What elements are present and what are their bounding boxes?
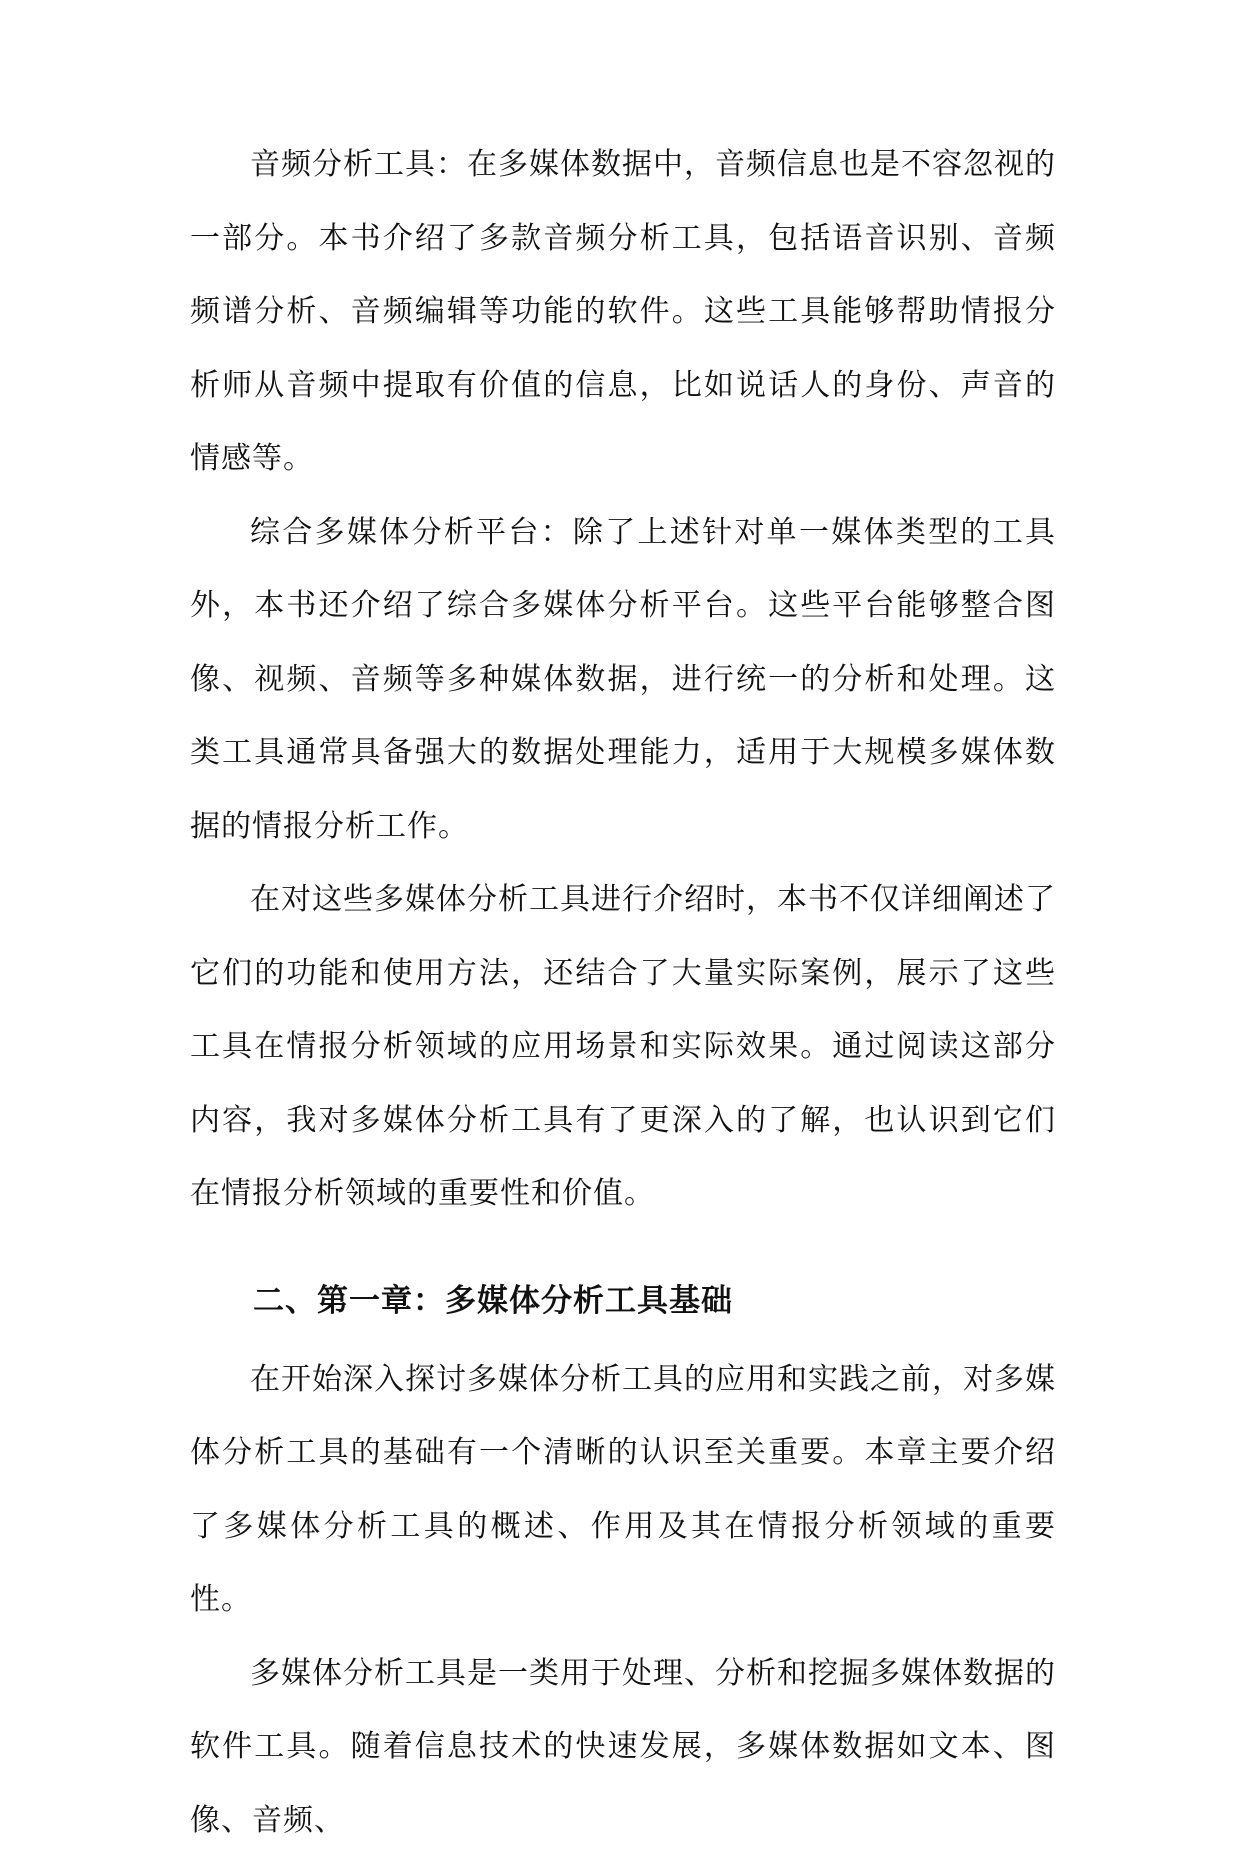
paragraph-audio-tools: 音频分析工具：在多媒体数据中，音频信息也是不容忽视的一部分。本书介绍了多款音频分析工具，包括语音识别、音频频谱分析、音频编辑等功能的软件。这些工具能够帮助情报分析师从音频中提取有价值的信息，比如说话人的身份、声音的情感等。 <box>190 128 1056 496</box>
paragraph-tool-introduction: 在对这些多媒体分析工具进行介绍时，本书不仅详细阐述了它们的功能和使用方法，还结合了大量实际案例，展示了这些工具在情报分析领域的应用场景和实际效果。通过阅读这部分内容，我对多媒体分析工具有了更深入的了解，也认识到它们在情报分析领域的重要性和价值。 <box>190 863 1056 1231</box>
paragraph-integrated-platform: 综合多媒体分析平台：除了上述针对单一媒体类型的工具外，本书还介绍了综合多媒体分析平台。这些平台能够整合图像、视频、音频等多种媒体数据，进行统一的分析和处理。这类工具通常具备强大的数据处理能力，适用于大规模多媒体数据的情报分析工作。 <box>190 496 1056 864</box>
paragraph-tool-definition: 多媒体分析工具是一类用于处理、分析和挖掘多媒体数据的软件工具。随着信息技术的快速发展，多媒体数据如文本、图像、音频、 <box>190 1637 1056 1857</box>
chapter-heading: 二、第一章：多媒体分析工具基础 <box>190 1261 1056 1341</box>
paragraph-chapter-intro: 在开始深入探讨多媒体分析工具的应用和实践之前，对多媒体分析工具的基础有一个清晰的认识至关重要。本章主要介绍了多媒体分析工具的概述、作用及其在情报分析领域的重要性。 <box>190 1343 1056 1637</box>
document-body <box>190 128 1056 1857</box>
